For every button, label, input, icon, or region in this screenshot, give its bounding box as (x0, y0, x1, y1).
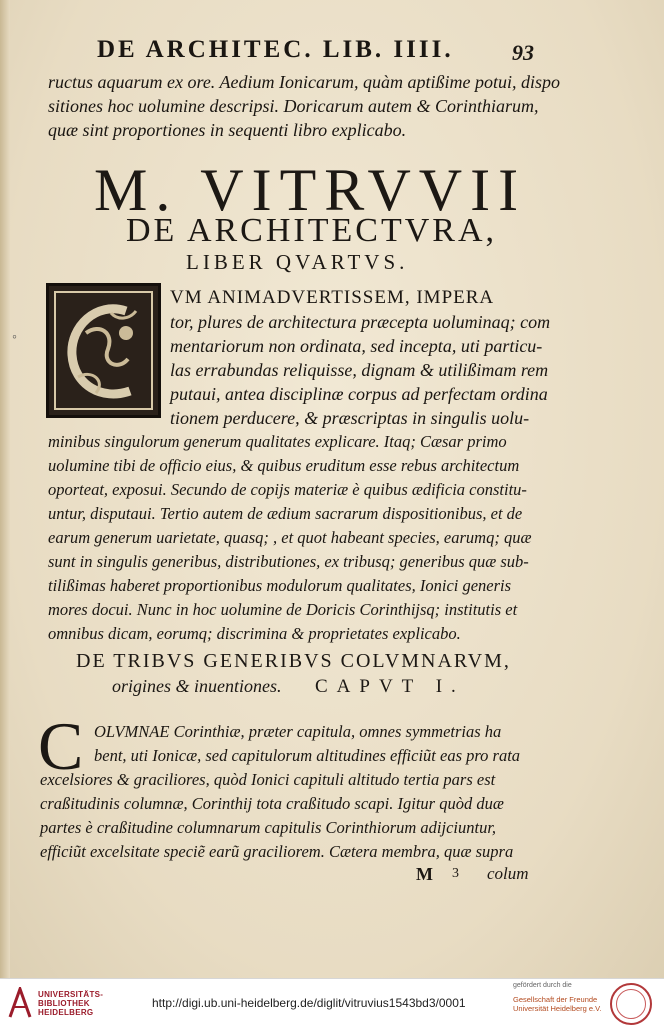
preface-line: tor, plures de architectura præcepta uoluminaq; com (170, 312, 551, 332)
running-head: DE ARCHITEC. LIB. IIII. (97, 36, 454, 63)
library-name-line: BIBLIOTHEK (38, 999, 90, 1008)
chapter-heading: DE TRIBVS GENERIBVS COLVMNARVM, (76, 650, 511, 672)
preface-line: oporteat, exposui. Secundo de copijs materiæ è quibus ædificia constitu- (48, 480, 527, 499)
library-name-line: HEIDELBERG (38, 1008, 94, 1017)
chapter-label: CAPVT I. (315, 676, 465, 697)
preface-line: tilißimas haberet proportionibus modulorum qualitates, Ionici generis (48, 576, 512, 595)
digital-object-url[interactable]: http://digi.ub.uni-heidelberg.de/diglit/vitruvius1543bd3/0001 (152, 996, 466, 1010)
chapter-line: excelsiores & graciliores, quòd Ionici capituli altitudo tertia pars est (40, 770, 496, 789)
preface-line: mores docui. Nunc in hoc uolumine de Doricis Corinthijsq; institutis et (48, 600, 518, 619)
library-logo-icon (8, 987, 32, 1019)
book-title: M. VITRVVII (94, 157, 527, 223)
intro-line: ructus aquarum ex ore. Aedium Ionicarum, quàm aptißime potui, dispo (48, 72, 560, 92)
preface-line: earum generum uarietate, quasq; , et quot habeant species, earumq; quæ (48, 528, 532, 547)
preface-line: sunt in singulis generibus, distributiones, ex tribusq; generibus quæ sub- (48, 552, 529, 571)
preface-line: VM ANIMADVERTISSEM, IMPERA (170, 287, 495, 308)
library-name-line: UNIVERSITÄTS- (38, 990, 104, 999)
preface-line: minibus singulorum generum qualitates explicare. Itaq; Cæsar primo (48, 432, 507, 451)
chapter-line: OLVMNAE Corinthiæ, præter capitula, omnes symmetrias ha (94, 722, 502, 741)
page-edge (0, 0, 10, 978)
sponsor-line: Gesellschaft der Freunde (513, 995, 598, 1004)
preface-line: las errabundas reliquisse, dignam & utilißimam rem (170, 360, 549, 380)
intro-line: sitiones hoc uolumine descripsi. Doricarum autem & Corinthiarum, (48, 96, 539, 116)
preface-line: tionem perducere, & præscriptas in singulis uolu- (170, 408, 530, 428)
sponsor-prefix: gefördert durch die (513, 982, 572, 989)
library-name[interactable] (38, 990, 103, 1017)
folio-number: 93 (512, 40, 534, 65)
chapter-line: bent, uti Ionicæ, sed capitulorum altitudines efficiũt eas pro rata (94, 746, 521, 765)
initial-ornament (56, 293, 156, 412)
initial-frame (54, 291, 153, 410)
preface-line: omnibus dicam, eorumq; discrimina & proprietates explicabo. (48, 624, 461, 643)
preface-line: untur, disputaui. Tertio autem de ædium sacrarum dispositionibus, et de (48, 504, 523, 523)
sponsor-name[interactable] (513, 995, 602, 1013)
initial-letter: C (38, 708, 84, 784)
book-subtitle: DE ARCHITECTVRA, (126, 212, 497, 249)
sponsor-line: Universität Heidelberg e.V. (513, 1004, 602, 1013)
intro-line: quæ sint proportiones in sequenti libro explicabo. (48, 120, 407, 140)
preface-line: uolumine tibi de officio eius, & quibus eruditum esse rebus architectum (48, 456, 520, 475)
book-number: LIBER QVARTVS. (186, 250, 409, 274)
signature-mark: M (416, 864, 433, 884)
university-seal-icon (610, 983, 652, 1025)
signature-number: 3 (452, 866, 459, 881)
chapter-line: partes è craßitudine columnarum capitulis Corinthiorum adijciuntur, (40, 818, 497, 837)
chapter-line: efficiũt excelsitate speciẽ earũ graciliorem. Cætera membra, quæ supra (40, 842, 514, 861)
viewer-footer (0, 978, 664, 1026)
margin-mark: ◦ (12, 330, 17, 345)
page-header (0, 36, 664, 66)
chapter-subheading: origines & inuentiones. (112, 676, 282, 696)
preface-line: putaui, antea disciplinæ corpus ad perfectam ordina (170, 384, 548, 404)
catchword: colum (487, 864, 529, 883)
chapter-line: craßitudinis columnæ, Corinthij tota craßitudo scapi. Igitur quòd duæ (40, 794, 504, 813)
preface-line: mentariorum non ordinata, sed incepta, uti particu- (170, 336, 543, 356)
seal-ring (616, 989, 646, 1019)
decorated-initial (46, 283, 161, 418)
